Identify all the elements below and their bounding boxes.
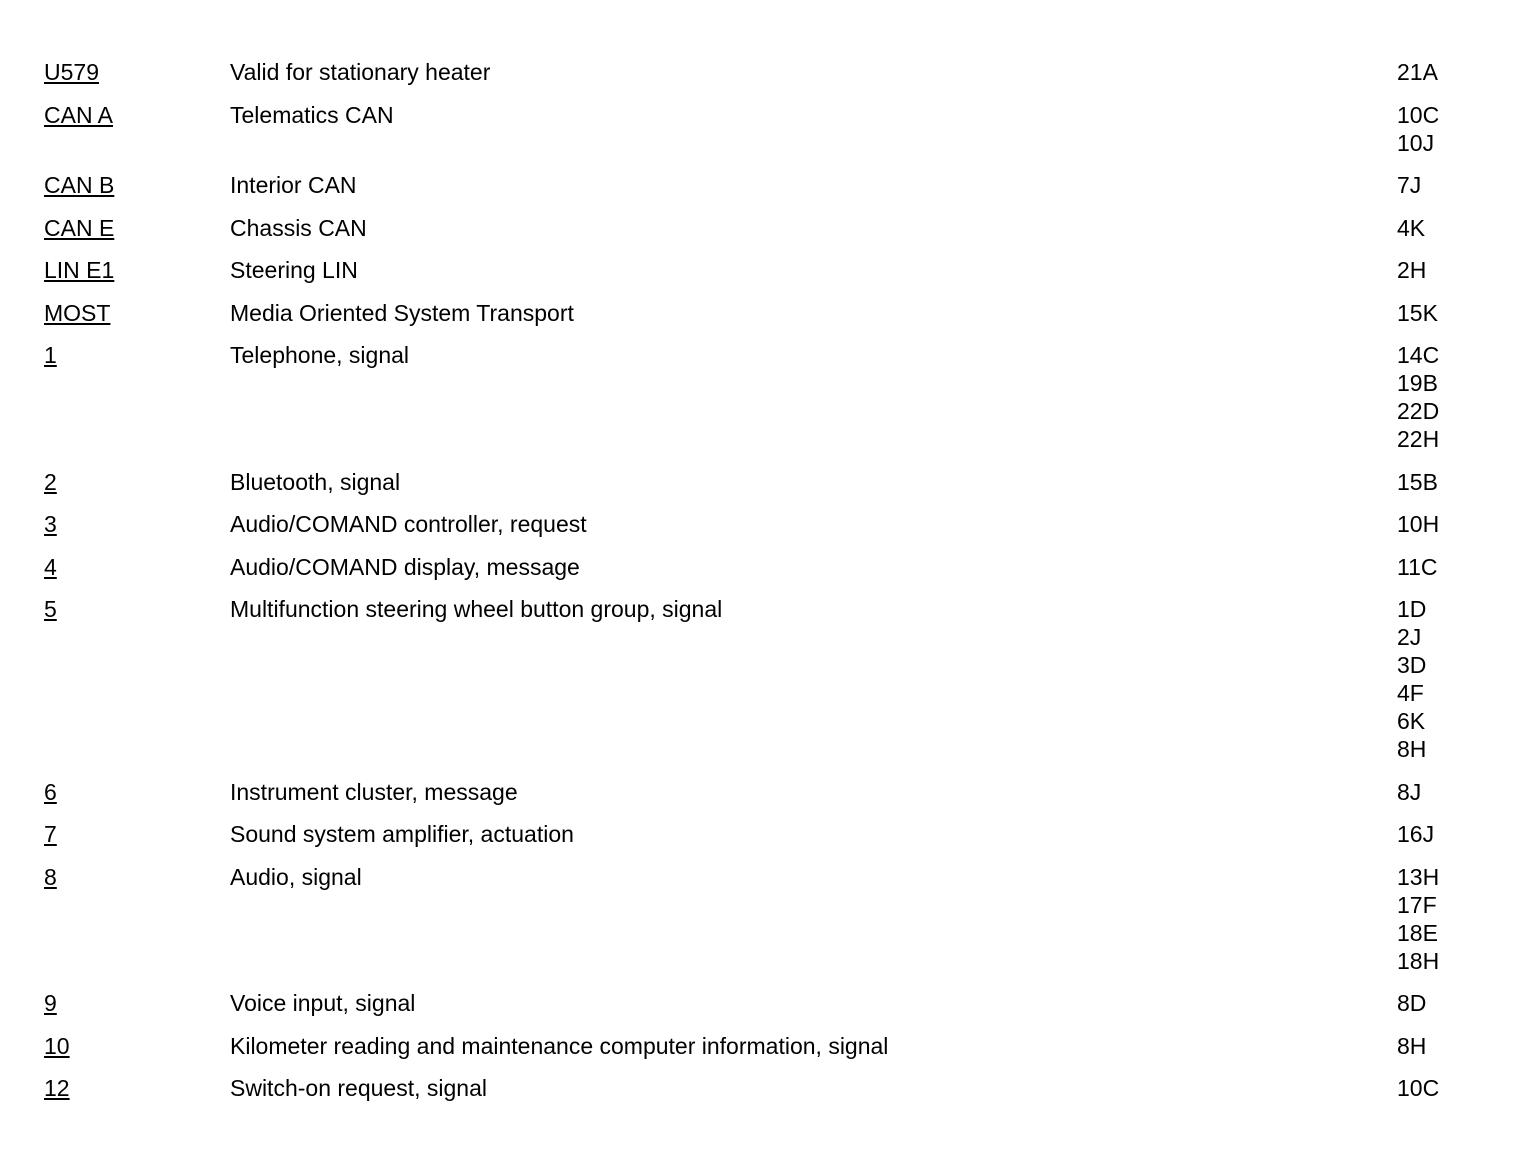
legend-description: Audio/COMAND display, message bbox=[230, 553, 580, 580]
legend-row bbox=[44, 101, 1484, 157]
grid-reference: 2H bbox=[1397, 257, 1427, 283]
legend-grid-refs bbox=[1397, 820, 1484, 848]
grid-reference: 8J bbox=[1397, 778, 1422, 805]
legend-grid-refs bbox=[1397, 595, 1484, 763]
grid-reference: 10H bbox=[1397, 511, 1440, 537]
legend-grid-refs bbox=[1397, 256, 1484, 284]
legend-row bbox=[44, 468, 1484, 496]
legend-grid-refs bbox=[1397, 299, 1484, 327]
legend-description: Valid for stationary heater bbox=[230, 59, 491, 85]
legend-grid-refs bbox=[1397, 214, 1484, 242]
grid-reference: 10J bbox=[1397, 129, 1435, 156]
legend-grid-refs bbox=[1397, 1032, 1484, 1060]
legend-description: Kilometer reading and maintenance computer information, signal bbox=[230, 1032, 889, 1059]
legend-row bbox=[44, 341, 1484, 453]
grid-reference: 8H bbox=[1397, 1032, 1427, 1059]
grid-reference: 2J bbox=[1397, 624, 1422, 650]
grid-reference: 4F bbox=[1397, 680, 1424, 706]
legend-code-link[interactable]: 12 bbox=[44, 1075, 70, 1101]
legend-code-link[interactable]: MOST bbox=[44, 299, 111, 326]
legend-grid-refs bbox=[1397, 863, 1484, 975]
legend-description: Audio, signal bbox=[230, 863, 362, 890]
grid-reference: 18H bbox=[1397, 947, 1440, 974]
legend-grid-refs bbox=[1397, 58, 1484, 86]
legend-row bbox=[44, 863, 1484, 975]
legend-grid-refs bbox=[1397, 989, 1484, 1017]
legend-row bbox=[44, 778, 1484, 806]
grid-reference: 3D bbox=[1397, 652, 1427, 678]
grid-reference: 8H bbox=[1397, 736, 1427, 762]
legend-grid-refs bbox=[1397, 778, 1484, 806]
grid-reference: 4K bbox=[1397, 214, 1426, 241]
legend-row bbox=[44, 299, 1484, 327]
grid-reference: 6K bbox=[1397, 708, 1426, 734]
legend-description: Telematics CAN bbox=[230, 101, 394, 128]
legend-description: Media Oriented System Transport bbox=[230, 299, 574, 326]
grid-reference: 19B bbox=[1397, 370, 1438, 396]
legend-grid-refs bbox=[1397, 553, 1484, 581]
grid-reference: 7J bbox=[1397, 172, 1422, 198]
legend-description: Chassis CAN bbox=[230, 214, 367, 241]
legend-description: Bluetooth, signal bbox=[230, 468, 401, 495]
grid-reference: 10C bbox=[1397, 1075, 1440, 1101]
legend-description: Voice input, signal bbox=[230, 990, 416, 1016]
legend-description: Interior CAN bbox=[230, 172, 357, 198]
legend-row bbox=[44, 595, 1484, 763]
legend-description: Sound system amplifier, actuation bbox=[230, 821, 574, 847]
legend-description: Audio/COMAND controller, request bbox=[230, 511, 587, 537]
legend-code-link[interactable]: 9 bbox=[44, 990, 57, 1016]
legend-description: Instrument cluster, message bbox=[230, 778, 518, 805]
legend-code-link[interactable]: 6 bbox=[44, 778, 57, 805]
grid-reference: 22D bbox=[1397, 398, 1440, 424]
legend-code-link[interactable]: 7 bbox=[44, 821, 57, 847]
legend-row bbox=[44, 553, 1484, 581]
grid-reference: 8D bbox=[1397, 990, 1427, 1016]
legend-row bbox=[44, 989, 1484, 1017]
legend-code-link[interactable]: 1 bbox=[44, 342, 57, 368]
grid-reference: 1D bbox=[1397, 596, 1427, 622]
grid-reference: 10C bbox=[1397, 101, 1440, 128]
legend-code-link[interactable]: CAN E bbox=[44, 214, 115, 241]
legend-code-link[interactable]: 5 bbox=[44, 596, 57, 622]
grid-reference: 11C bbox=[1397, 553, 1438, 580]
legend-row bbox=[44, 1032, 1484, 1060]
legend-code-link[interactable]: 10 bbox=[44, 1032, 70, 1059]
grid-reference: 13H bbox=[1397, 863, 1440, 890]
legend-grid-refs bbox=[1397, 341, 1484, 453]
legend-row bbox=[44, 256, 1484, 284]
grid-reference: 14C bbox=[1397, 342, 1440, 368]
legend-table bbox=[44, 58, 1484, 1117]
legend-row bbox=[44, 510, 1484, 538]
legend-grid-refs bbox=[1397, 510, 1484, 538]
legend-grid-refs bbox=[1397, 171, 1484, 199]
legend-grid-refs bbox=[1397, 1074, 1484, 1102]
legend-description: Switch-on request, signal bbox=[230, 1075, 487, 1101]
legend-row bbox=[44, 820, 1484, 848]
grid-reference: 17F bbox=[1397, 891, 1437, 918]
grid-reference: 15K bbox=[1397, 299, 1438, 326]
grid-reference: 15B bbox=[1397, 468, 1438, 495]
legend-row bbox=[44, 171, 1484, 199]
legend-code-link[interactable]: CAN B bbox=[44, 172, 115, 198]
legend-code-link[interactable]: CAN A bbox=[44, 101, 114, 128]
legend-row bbox=[44, 1074, 1484, 1102]
grid-reference: 22H bbox=[1397, 426, 1440, 452]
legend-grid-refs bbox=[1397, 101, 1484, 157]
legend-description: Multifunction steering wheel button group, signal bbox=[230, 596, 723, 622]
grid-reference: 18E bbox=[1397, 919, 1438, 946]
legend-code-link[interactable]: 4 bbox=[44, 553, 57, 580]
legend-code-link[interactable]: 2 bbox=[44, 468, 57, 495]
legend-row bbox=[44, 58, 1484, 86]
legend-row bbox=[44, 214, 1484, 242]
grid-reference: 21A bbox=[1397, 59, 1438, 85]
legend-grid-refs bbox=[1397, 468, 1484, 496]
legend-description: Steering LIN bbox=[230, 257, 358, 283]
legend-code-link[interactable]: 3 bbox=[44, 511, 57, 537]
legend-code-link[interactable]: U579 bbox=[44, 59, 99, 85]
legend-description: Telephone, signal bbox=[230, 342, 410, 368]
grid-reference: 16J bbox=[1397, 821, 1435, 847]
legend-code-link[interactable]: 8 bbox=[44, 863, 57, 890]
legend-code-link[interactable]: LIN E1 bbox=[44, 257, 115, 283]
